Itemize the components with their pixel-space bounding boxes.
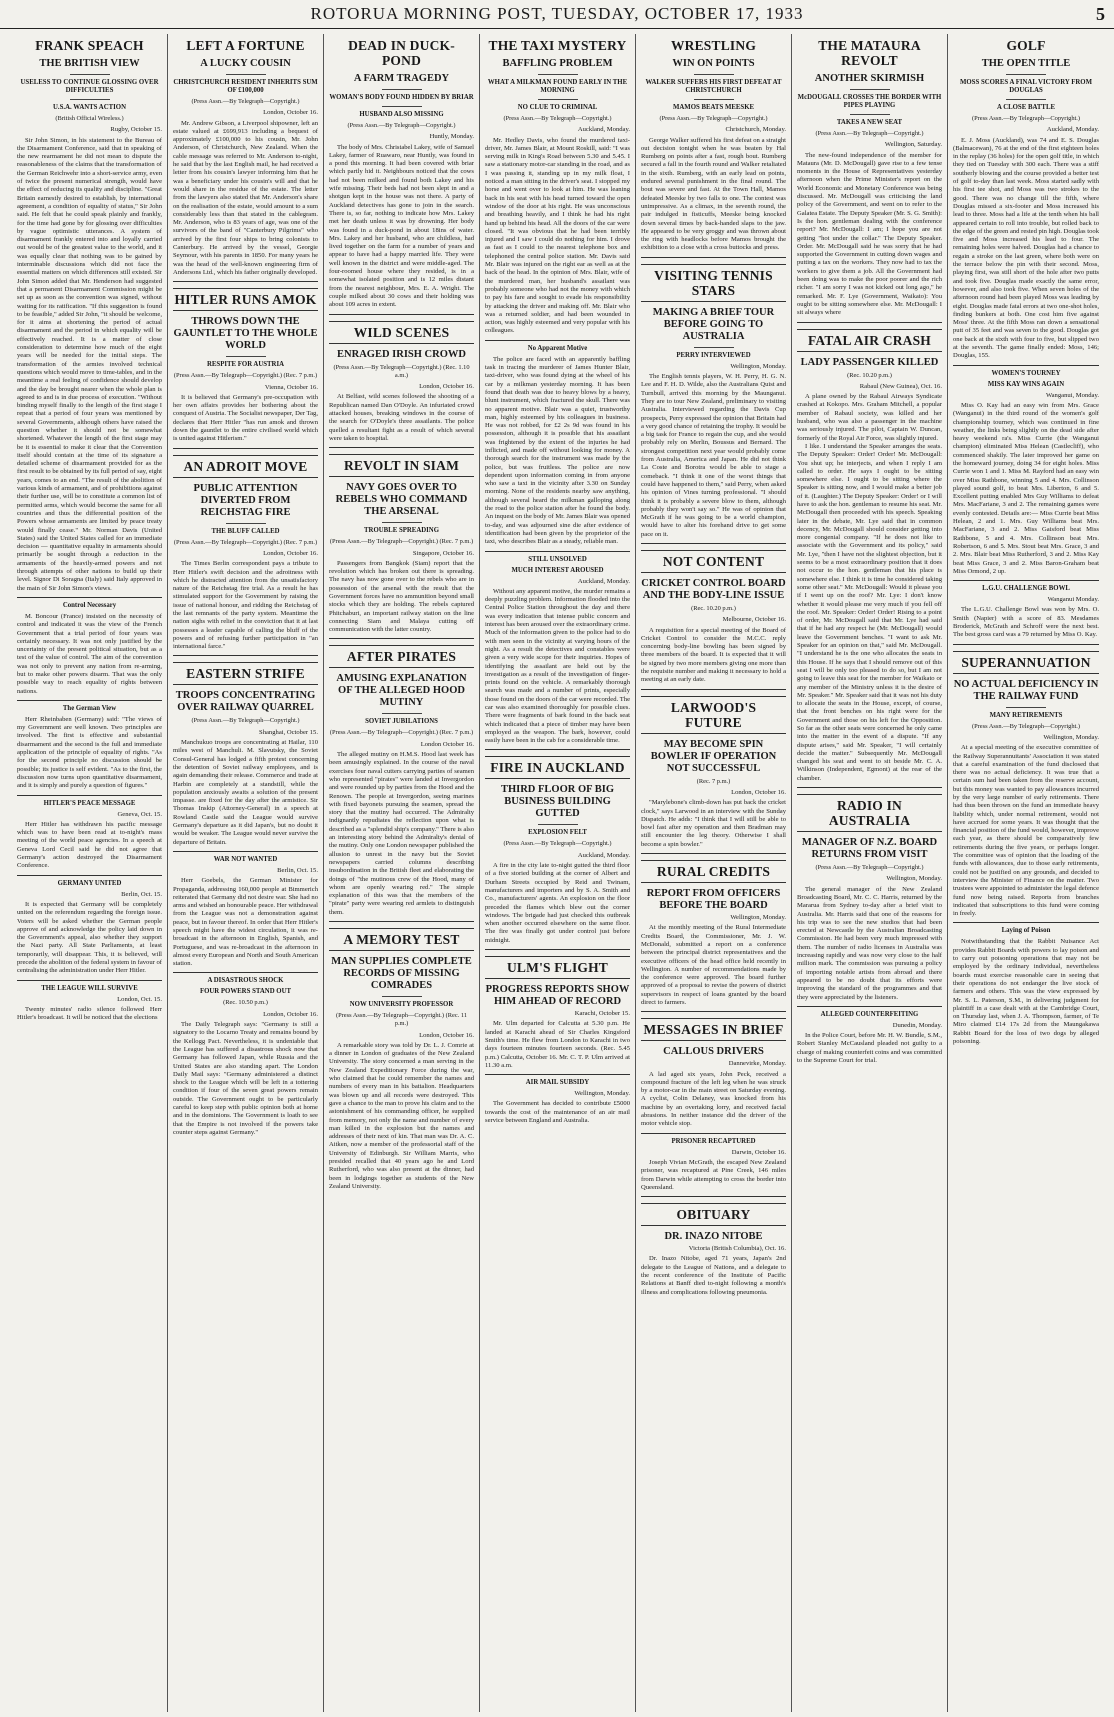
article-subhead: THROWS DOWN THE GAUNTLET TO THE WHOLE WORLD — [173, 316, 318, 352]
article-subhead: THE OPEN TITLE — [981, 58, 1071, 69]
press-credit: (Press Assn.—By Telegraph—Copyright.) — [659, 115, 768, 122]
section-rule — [953, 922, 1099, 923]
article — [797, 443, 942, 783]
section-subhead: WAR NOT WANTED — [213, 855, 278, 863]
article — [953, 644, 1099, 919]
article-body: The body of Mrs. Christabel Lakey, wife of Samuel Lakey, farmer of Ruawaro, near Huntly, was found in a pond this morning. It had been covered with briar which partly hid it. Neighbours noticed that the cows had not been milked and found both Lakey and his wife missing. Their beds had not been slept in and a shotgun kept in the house was not there. A party of Auckland detectives has gone to join in the search. There is, so far, nothing to indicate how Mrs. Lakey met her death unless it was by drowning. Her body was found in a duck-pond in about 18ins of water. Mrs. Lakey and her husband, who are childless, had lived together on the farm for a number of years and appear to have had a happy married life. They were well known in the district and were middle-aged. The four-roomed house where they resided, is in a somewhat isolated position and is 12 miles distant from the nearest neighbour, Mrs. E. A. Wright. The couple milked about 30 cows and their holding was about 109 acres in extent. — [329, 143, 474, 309]
article — [797, 38, 942, 318]
article-subhead: NOW UNIVERSITY PROFESSOR — [349, 1001, 454, 1008]
divider — [1006, 99, 1046, 100]
column-rule — [641, 853, 786, 854]
article-subhead: LADY PASSENGER KILLED — [800, 356, 939, 368]
press-credit: (Press Assn.—By Telegraph—Copyright.) — [191, 717, 300, 725]
column-rule — [641, 257, 786, 258]
press-credit: (Rec. 10.20 p.m.) — [691, 604, 736, 612]
article-headline: THE MATAURA REVOLT — [818, 38, 921, 68]
article-body: Dr. Inazo Nitobe, aged 71 years, Japan's 2nd delegate to the League of Nations, and a delegate to the recent conference of the Institute of Pacific Relations at Banff died to-night following a month's illness and complications following pneumonia. — [641, 1255, 786, 1296]
article-subhead: WHAT A MILKMAN FOUND EARLY IN THE MORNING — [487, 79, 628, 94]
column-rule — [641, 543, 786, 544]
article — [641, 1196, 786, 1297]
press-credit: (Press Assn.—By Telegraph—Copyright.) (Rec. 11 p.m.) — [335, 1012, 468, 1028]
article-headline: FATAL AIR CRASH — [797, 329, 942, 352]
dateline: Vienna, October 16. — [264, 383, 318, 391]
article-headline: EASTERN STRIFE — [173, 662, 318, 685]
section-subhead: L.G.U. CHALLENGE BOWL — [982, 585, 1070, 593]
column-rule — [329, 921, 474, 922]
article — [953, 38, 1099, 361]
divider — [850, 114, 890, 115]
article — [797, 787, 942, 1002]
article-headline: WILD SCENES — [329, 321, 474, 344]
article-subhead: EXPLOSION FELT — [528, 829, 587, 837]
article-body: Notwithstanding that the Rabbit Nuisance Act provides Rabbit Boards with powers to lay poison and to carry out poisoning operations that may not be employed by the ordinary individual, nevertheless boards must exercise reasonable care in seeing that their operations do not endanger the live stock of farmers and others. This was the view expressed by Mr. S. L. Paterson, S.M., in delivering judgment for plaintiff in a case dealt with at the Cambridge Court, on Thursday last, when J. A. Thompson, farmer, of Te Miro claimed £14 17s 2d from the Maungakawa Rabbit Board for the loss of two dogs by alleged poisoning. — [953, 938, 1099, 1046]
article-body: I like. I understand the Speaker arranges the seats. The Deputy Speaker: Order! Order! Mr. McDougall: You shut up; he interjects, and when I reply I am called to order. He says I ought to be sitting somewhere else. I ought to be sitting where the Speaker is sitting now, and I would make a better job of it. (Laughter.) The Deputy Speaker: Order! or I will have to ask the hon. gentleman to resume his seat. Mr. McDougall then proceeded with his speech. Speaking later in the debate, Mr. Lye said that in common decency, Mr. McDougall should consider getting into more congenial company. "If he does not like to associate with the Government and its policy," said Mr. Lye, "then I have not the slightest objection, but it seems to be a most extraordinary position that it does not occur to the hon. gentleman that his place is somewhere else. I think it is time he considered taking some other seat." Mr. McDougall: Would it please you if I went up on the roof? Mr. Lye: I don't know whether it would please me very much if you fell off the roof. Mr. Speaker: Order! Order! Rising to a point of order, Mr. McDougall said that Mr. Lye had said that if he had any respect he (Mr. McDougall) would leave the Government benches. "I want to ask Mr. Speaker for an opinion on that," said Mr. McDougall. "I understand he is the one who allocates the seats in this House. If he says that I should remove out of this seat I will be only too pleased to do so, but I am not going to leave this seat for the member for Waikato or any member of the Ministry unless it is the desire of Mr. Speaker." Mr. Speaker said that it was not his duty to allocate the seats in the House, except, of course, that the front benches on his right were for the Government and those on his left for the Opposition. So far as the other seats were concerned he only came into the matter in the event of a dispute. "If any dispute arises," said Mr. Speaker, "I will certainly decide the matter." Subsequently Mr. McDougall changed his seat and went to sit beside Mr. C. A. Wilkinson (Independent, Egmont) at the rear of the chamber. — [797, 442, 942, 782]
article — [485, 749, 630, 945]
article — [329, 921, 474, 1191]
article-body: At the monthly meeting of the Rural Intermediate Credits Board, the Commissioner, Mr. J. W. McDonald, submitted a report on a conference between the principal district representatives and the executive officers of the head office held recently in Wellington. A number of recommendations made by the conference were approved. The board further approved of a proposal to revise the powers of district supervisors in respect of loans granted by the board direct to farmers. — [641, 924, 786, 1006]
article-subhead: RESPITE FOR AUSTRIA — [206, 361, 285, 369]
dateline: Rabaul (New Guinea), Oct. 16. — [859, 382, 942, 390]
column-7 — [948, 34, 1104, 1712]
column-rule — [641, 689, 786, 690]
divider — [70, 74, 110, 75]
article-subhead: PERRY INTERVIEWED — [676, 351, 751, 359]
article-body: Mr. Ulm departed for Calcutta at 5.30 p.m. He landed at Karachi ahead of Sir Charles Kingsford Smith's time. He flew from London to Karachi in two days fourteen minutes fourteen seconds. (Rec. 5.45 p.m.) Calcutta, October 16. Mr. C. T. P. Ulm arrived at 11.30 a.m. — [485, 1020, 630, 1069]
section-rule — [17, 875, 162, 876]
column-rule — [953, 644, 1099, 645]
section-rule — [485, 551, 630, 552]
dateline: Berlin, Oct. 15. — [277, 866, 318, 874]
dateline: London, October 16. — [263, 109, 318, 117]
article-body: A requisition for a special meeting of the Board of Cricket Control to consider the M.C.C. reply concerning body-line bowling has been signed by three members of the board. It is expected that it will be signed by two more members giving one more than the requisite number and making it necessary to hold a meeting at an early date. — [641, 626, 786, 684]
article — [641, 689, 786, 849]
press-credit: (Press Assn.—By Telegraph—Copyright.) (Rec. 1.10 a.m.) — [333, 363, 470, 379]
article-subhead: MANAGER OF N.Z. BOARD RETURNS FROM VISIT — [801, 837, 938, 861]
dateline: Singapore, October 16. — [412, 549, 474, 557]
dateline: London, October 16. — [263, 1010, 318, 1018]
article — [641, 38, 786, 253]
section-subhead: A DISASTROUS SHOCK — [207, 977, 284, 985]
divider — [382, 522, 422, 523]
article-body: Mr. Hedley Davis, who found the murdered taxi-driver, Mr. James Blair, at Mount Roskill, said: "I was serving milk in King's Road between 5.30 and 5.45. I saw a stationary motor-car standing in the road, and as I was passing it, standing up in my milk float, I noticed a man sitting in the driver's seat. I stopped my horse and went over to look at him. He was leaning back in his seat with his head turned toward the open window of the door at his right. He was unconscious and breathing heavily, and I think he had his right hand up behind his head. All the doors of the car were closed. "It was obvious that he had been terribly injured and I saw I could do nothing for him. I drove as fast as I could to the nearest telephone box and telephoned the central police station. Mr. Davis said Mr. Blair was injured on the right ear as well as at the back of the head. In the opinion of Mrs. Blair, wife of the murdered man, her husband's assailant was probably someone who had not the money with which to pay his fare and sought to evade his responsibility by attacking the driver and making off. Mr. Blair who was a returned soldier, and had been wounded in action, was highly esteemed and very popular with his colleagues. — [485, 136, 630, 335]
press-credit: (Press Assn.—By Telegraph—Copyright.) — [503, 115, 612, 122]
dateline: Wellington, Monday. — [574, 1090, 630, 1098]
press-credit: (Press Assn.—By Telegraph—Copyright.) — [347, 122, 456, 129]
dateline: Wellington, Monday. — [886, 875, 942, 883]
article-subhead: A CLOSE BATTLE — [996, 104, 1056, 111]
press-credit: (Press Assn.—By Telegraph—Copyright.) (Rec. 7 p.m.) — [329, 729, 474, 737]
column-1 — [12, 34, 168, 1712]
divider — [382, 996, 422, 997]
article-subhead: WALKER SUFFERS HIS FIRST DEFEAT AT CHRISTCHURCH — [645, 79, 782, 94]
article-body: Herr Hitler has withdrawn his pacific message which was to have been read at to-night's mass meeting of the world peace agencies. In a speech at Geneva Lord Cecil said he did not agree that Germany's action destroyed the Disarmament Conference. — [17, 820, 162, 870]
article-body: It is believed that Germany's pre-occupation with her own affairs provides her bothering about the conquest of Austria. The Socialist newspaper, Der Tag, declares that Herr Hitler "has run amok and thrown down the gauntlet to the entire civilised world which is united against Hitlerism." — [173, 393, 318, 443]
article-body: Joseph Vivian McGrath, the escaped New Zealand prisoner, was recaptured at Pine Creek, 146 miles from Darwin while attempting to cross the border into Queensland. — [641, 1158, 786, 1191]
dateline: Huntly, Monday. — [429, 133, 474, 141]
column-4 — [480, 34, 636, 1712]
article — [17, 980, 162, 1023]
press-credit: (Press Assn.—By Telegraph—Copyright.) (Rec. 7 p.m.) — [173, 372, 318, 380]
article-subhead: MAKING A BRIEF TOUR BEFORE GOING TO AUSTRALIA — [652, 306, 775, 342]
article-headline: AN ADROIT MOVE — [173, 455, 318, 478]
article-body: The alleged mutiny on H.M.S. Hood last week has been amusingly explained. In the course of the naval exercises four naval cutters carrying parties of seamen who represented "pirates" were landed at Invergordon and were rounded up by parties from the Hood and the Renown. The people at Invergordon, seeing marines with fixed bayonets pursuing the seamen, spread the story that the mutiny had occurred. The Admiralty indignantly repudiates the reflection upon what is described as a "splendid ship's company." There is also an interesting story behind the Admiralty's denial of the mutiny. Only one London newspaper published the allusion to unrest in the navy but the Soviet newspapers carried columns describing insubordination in the British fleet and elaborating the doings of "the mutinous crew of the Hood, many of whom are openly wearing red." The simple explanation of this was that the members of the "pirate" party were wearing red armlets to distinguish them. — [329, 751, 475, 916]
article-subhead: THIRD FLOOR OF BIG BUSINESS BUILDING GUTTED — [500, 784, 615, 820]
article-subhead: ANOTHER SKIRMISH — [814, 73, 925, 84]
dateline: London, October 16. — [419, 1031, 474, 1039]
article-headline: LEFT A FORTUNE — [186, 38, 305, 53]
article-subhead: SOVIET JUBILATIONS — [365, 718, 438, 726]
article — [329, 447, 474, 634]
article-headline: OBITUARY — [641, 1203, 786, 1226]
dateline: Wellington, Saturday. — [884, 141, 942, 149]
section-subhead-secondary: MUCH INTEREST AROUSED — [511, 566, 604, 574]
article-subhead: USELESS TO CONTINUE GLOSSING OVER DIFFICULTIES — [20, 79, 159, 94]
divider — [226, 74, 266, 75]
article-headline: LARWOOD'S FUTURE — [641, 696, 786, 734]
divider — [382, 713, 422, 714]
divider — [694, 99, 734, 100]
article-body: E. J. Moss (Auckland), was 74 and E. S. Douglas (Balmacewan), 76 at the end of the first eighteen holes in the replay (36 holes) for the open golf title, in which they tied on Tuesday with 300 each. There was a stiff southerly blowing and the course provided a better test of golf to-day than last week. Moss started sadly with his first tee shot, and Moss was two strokes to the good. There was no change till the fifth, where Douglas missed a six-footer and Moss increased his lead to three. Moss had a life at the tenth when his ball appeared certain to roll into trouble, but rolled back to the edge of the green and rested pin high. Douglas took five and Moss increased his lead to four. The remaining holes were halved. Douglas had a chance to regain a stroke on the last green, where both were on the terrace below the pin with their second. Moss, playing first, was still short of the hole after two putts and took five. Douglas made exactly the same error, however, and also took five. When seven holes of the afternoon round had been played Moss was leading by eight. Douglas made fatal errors at two one-shot holes, finding bunkers at both. One cost him five against Moss' three. At the fifth Moss ran down a sensational putt of 35 feet and was seven to the good. Douglas got one back at the sixth with four to five, but slipped two at the seventh. The game finally ended: Moss, 146; Douglas, 155. — [953, 136, 1099, 360]
column-rule — [173, 281, 318, 282]
article-subhead: WOMAN'S BODY FOUND HIDDEN BY BRIAR — [329, 94, 474, 101]
section-subhead: No Apparent Motive — [527, 344, 588, 352]
column-5 — [636, 34, 792, 1712]
column-rule — [173, 448, 318, 449]
article-headline: MESSAGES IN BRIEF — [641, 1018, 786, 1041]
article-subhead: CRICKET CONTROL BOARD AND THE BODY-LINE ISSUE — [641, 577, 786, 601]
divider — [226, 523, 266, 524]
section-rule — [173, 851, 318, 852]
article-body: Herr Rheinbaben (Germany) said: "The views of my Government are well known. Two principles are involved. The first is effective and substantial disarmament and the second is the full and immediate application of the principle of equality of rights. "As for the second principle no discussion should be possible; its justice is self evident. "As to the first, the discussion now turns upon quantitative disarmament, and it is simply and purely a question of figures." — [17, 715, 162, 790]
article-body: Miss O. Kay had an easy win from Mrs. Grace (Wanganui) in the third round of the women's golf championship tourney, which was continued in fine weather, the links being slightly on the dead side after heavy weekend ra's. Miss Currie (the Wanganui champion) eliminated Miss Helean (Castlecliff), who commenced shakily. The later improved her game on the homeward journey, doing 34 for eight holes. Miss Currie won 1 and 1. Miss M. Rayford had an easy win over Miss Rathbone, winning 5 and 4. Mrs. Collinson played sound golf, to beat Mrs. Liberton, 6 and 5. Excellent putting enabled Mrs Guy Williams to defeat Mrs. MacFariane, 3 and 2. The remaining games were evenly contested. Details are:— Miss Currie beat Miss Helean, 2 and 1. Mrs. Guy Williams beat Mrs. MacFariane, 3 and 2. Miss Gaisford beat Miss Rathbone, 5 and 4. Mrs. Collinson beat Mrs. Robertson, 6 and 5. Mrs. Stout beat Mrs. Grace, 3 and 2. Mrs. Blair beat Miss Rutherford, 3 and 2. Miss Kay beat Miss Grace, 3 and 2. Miss Baron-Graham beat Miss Ormond, 2 up. — [953, 401, 1099, 575]
article-headline: REVOLT IN SIAM — [329, 454, 474, 477]
section-rule — [173, 972, 318, 973]
divider — [1006, 74, 1046, 75]
section-rule — [485, 1074, 630, 1075]
dateline: Auckland, Monday. — [577, 126, 630, 134]
section-rule — [641, 1133, 786, 1134]
article-subhead: TROUBLE SPREADING — [364, 527, 439, 535]
column-rule — [329, 447, 474, 448]
column-2 — [168, 34, 324, 1712]
article-subhead: MANY RETIREMENTS — [989, 711, 1063, 719]
column-rule — [797, 322, 942, 323]
article-headline: ULM'S FLIGHT — [485, 956, 630, 979]
section-rule — [17, 597, 162, 598]
article-body: Manchukuo troops are concentrating at Hailar, 110 miles west of Manchuli. M. Slavutsky, the Soviet Consul-General has lodged a fifth protest concerning the detention of Soviet railway employees, and is again demanding their release. Commerce and trade at Harbin are completely at a standstill, while the population anxiously awaits a solution of the present impasse. are fixed for the day after the armistice. Sir Thomas Inskip (Attorney-General) in a speech at Rowland Castle said the League would survive Germany's departure as it did Japan's, but no doubt it would be weaker. The League would never survive the departure of Britain. — [173, 739, 318, 846]
press-credit: (Press Assn.—By Telegraph—Copyright.) — [815, 130, 924, 137]
column-rule — [641, 1011, 786, 1012]
section-subhead: THE LEAGUE WILL SURVIVE — [41, 984, 138, 992]
press-credit: (Rec. 10.50 p.m.) — [223, 999, 268, 1007]
article-subhead: THE BLUFF CALLED — [211, 527, 280, 535]
article-body: Twenty minutes' radio silence followed Herr Hitler's broadcast. It will be noticed that the elections — [17, 1005, 162, 1022]
divider — [382, 106, 422, 107]
press-credit: (Press Assn.—By Telegraph—Copyright.) — [815, 864, 924, 872]
press-credit: (Press Assn.—By Telegraph—Copyright.) — [191, 98, 300, 105]
article-body: The Times Berlin correspondent pays a tribute to Herr Hitler's swift decision and the adroitness with which he distracted attention from the unsatisfactory nature of the Reichstag fire trial. As a result he has stimulated support for the Government by raising the issue of national honour, and ridding the Reichstag of the last remnants of the party system. Meantime the nation sighs with relief in the conviction that it at last possesses a leader capable of calling the bluff of the powers and of refusing further participation in "an international farce." — [173, 560, 318, 651]
section-subhead-secondary: MISS KAY WINS AGAIN — [987, 380, 1065, 388]
newspaper-columns — [12, 34, 1108, 1712]
dateline: Christchurch, Monday. — [725, 126, 786, 134]
dateline: Auckland, Monday. — [577, 577, 630, 585]
dateline: Berlin, Oct. 15. — [121, 890, 162, 898]
article-body: M. Boncour (France) insisted on the necessity of control and indicated it was the view of the French Government that a trial period of four years was certainly necessary. It was not only justified by the uncertainty of the present political situation, but as a test of the value of control. The aim of the convention was not only to prevent any nation from re-arming, but to make other powers disarm. That was the only possible way to reach equality of rights between nations. — [17, 612, 162, 695]
article-body: It is expected that Germany will be completely united on the referendum regarding the foreign issue. Voters will be asked whether the German people approve of and acknowledge the policy laid down in the Government's appeal, also whether they support the Nazi party. All State Parliaments, at least temporarily, will disappear. This, it is believed, will precede the abolition of the federal system in favour of centralising the administration under Herr Hitler. — [17, 900, 162, 975]
article — [797, 1006, 942, 1065]
article-headline: VISITING TENNIS STARS — [641, 264, 786, 302]
divider — [694, 74, 734, 75]
section-subhead: ALLEGED COUNTERFEITING — [820, 1010, 919, 1018]
article-subhead: MAMOS BEATS MEESKE — [672, 104, 755, 111]
press-credit: (British Official Wireless.) — [55, 115, 124, 122]
article-subhead: NAVY GOES OVER TO REBELS WHO COMMAND THE ARSENAL — [335, 482, 468, 518]
section-subhead: WOMEN'S TOURNEY — [991, 369, 1061, 377]
article-headline: FIRE IN AUCKLAND — [485, 756, 630, 779]
article — [953, 580, 1099, 639]
article-subhead: ENRAGED IRISH CROWD — [337, 348, 466, 360]
article-headline: THE TAXI MYSTERY — [488, 38, 627, 53]
article-body: Sir John Simon, in his statement to the Bureau of the Disarmament Conference, said that in speaking of the new rearmament he did not mean to dispute the reasonableness of the claims that the transformation of the German Reichwehr into a short-service army, even of twice the present numerical strength, would have the effect of reducing its quality and discipline. "Great Britain earnestly desired to establish, by international agreement, a condition of equality of status," Sir John said. He felt that he could speak plainly and frankly, for the time had gone by for glossing over difficulties by vague optimistic utterances. A system of disarmament frankly entered into and loyally carried out would be of the greatest value to the world, and it was equally clear that nothing was to be gained by interminable discussions which did not face the essential matters on which differences still existed. Sir John Simon added that Mr. Henderson had suggested that a permanent Disarmament Commission might be set up as soon as the convention was signed, without waiting for its ratification. "If this suggestion is found to be feasible," added Sir John, "it should be welcome, for it aims at shortening the period of actual disarmament and the period in which equality will be effectively reached. It is a matter of close consideration to determine how much of the eight years will be needed for the initial steps. The transformation of the armies involved technical questions which would move to time-tables, and in the meantime a real feeling of confidence should develop and the day be brought nearer when the whole plan is agreed to and is in due process of execution. "Without binding myself finally to the length of the first stage I repeat that a period of four years was mentioned by several Governments, although others have raised the question whether it should not be somewhat shortened. Whatever the length of the first stage may be it is essential to make it clear that the Convention itself should contain at the time of its signature a detailed scheme of disarmament provided for as the first result to be obtained by its full period of say, eight years, comes to an end. "The result of the abolition of various kinds of armament, and of prohibitions against their further use, will be to constitute a common list of permitted arms, which would become the same for all countries and thus the differential position of the Powers whose armaments are limited by peace treaty would finally cease." Mr. Norman Davis (United States) said the United States called for an immediate decision — quantitative equality in armaments should primarily be sought through a reduction in the armaments of the heavily-armed powers and not through attempts of other nations to build up their level. Signor Di Soragna (Italy) said Italy approved in the main of Sir John Simon's views. — [17, 136, 162, 592]
article — [329, 314, 474, 444]
dateline: Auckland, Monday. — [577, 851, 630, 859]
page-number: 5 — [1096, 4, 1106, 24]
article-subhead: REPORT FROM OFFICERS BEFORE THE BOARD — [646, 888, 781, 912]
press-credit: (Press Assn.—By Telegraph—Copyright.) — [503, 840, 612, 848]
article-body: Without any apparent motive, the murder remains a deeply puzzling problem. Information flooded into the Central Police Station throughout the day and there was every indication that intense public concern and interest has been aroused over the extraordinary crime. Much of the information given to the police had to do with men seen in the vicinity at varying hours of the night. As a result the detectives and constables were given a very wide scope for their inquiries. Hopes of identifying the assailant are held out by the investigation as a result of the investigation of finger-prints found on the vehicle. A remarkably thorough search was made and a number of prints, especially those found on the doors of the car were recorded. The car was also examined thoroughly for possible clues. There were fragments of bark found in the back seat which indicated that a piece of timber may have been employed as the weapon. The bark, however, could easily have been in the cab for a considerable time. — [485, 587, 630, 745]
dateline: Auckland, Monday. — [1046, 126, 1099, 134]
article — [173, 972, 318, 1137]
dateline: Darwin, October 16. — [731, 1148, 786, 1156]
dateline: Wellington, Monday. — [730, 914, 786, 922]
section-rule — [17, 980, 162, 981]
column-rule — [329, 638, 474, 639]
press-credit: (Press Assn.—By Telegraph—Copyright.) — [971, 722, 1081, 730]
article-subhead: MAN SUPPLIES COMPLETE RECORDS OF MISSING COMRADES — [331, 956, 472, 991]
article-subhead: AMUSING EXPLANATION OF THE ALLEGED HOOD MUTINY — [336, 673, 467, 709]
article-headline: AFTER PIRATES — [329, 645, 474, 668]
article — [173, 281, 318, 443]
section-subhead: STILL UNSOLVED — [528, 555, 587, 563]
article-headline: NOT CONTENT — [641, 550, 786, 573]
dateline: London, October 16. — [263, 549, 318, 557]
masthead — [0, 0, 1114, 29]
dateline: Dunedin, Monday. — [892, 1021, 942, 1029]
article — [641, 543, 786, 685]
dateline: Karachi, October 15. — [574, 1010, 630, 1018]
column-rule — [329, 314, 474, 315]
divider — [70, 99, 110, 100]
article — [329, 638, 474, 917]
article — [17, 875, 162, 976]
article-subhead: WIN ON POINTS — [672, 58, 755, 69]
dateline: London October 16. — [420, 740, 474, 748]
article-body: The new-found independence of the member for Mataura (Mr. D. McDougall) gave rise to a few tense moments in the House of Representatives yesterday afternoon when the Prime Minister's report on the World Economic and Monetary Conference was being discussed. Mr. McDougall was criticising the land policy of the Government, and went on to refer to the Galatea Estate. The Deputy Speaker (Mr. S. G. Smith): Is the hon. gentleman dealing with the conference report? Mr. McDougall: I am; I hope you are not getting "hot under the collar." The Deputy Speaker. Order. Mr. McDougall said he was sorry that he had supported the Government in cutting down wages and putting a tax on the workers. They now had to tax the workers to give them a job. All the Government had been doing was to make the poor poorer and the rich richer. "I am sorry I was not kicked out long ago," he remarked. Mr. F. Lye (Government, Waikato): You ought to be sitting somewhere else. Mr. McDougall: I sit always where — [797, 151, 942, 317]
section-subhead: Laying of Poison — [1001, 927, 1051, 935]
article-headline: HITLER RUNS AMOK — [173, 288, 318, 311]
section-subhead: HITLER'S PEACE MESSAGE — [43, 799, 136, 807]
dateline: Wanganui Monday. — [1047, 596, 1099, 604]
section-subhead: PRISONER RECAPTURED — [671, 1137, 756, 1145]
column-rule — [485, 749, 630, 750]
section-rule — [17, 700, 162, 701]
article-subhead: A LUCKY COUSIN — [200, 58, 291, 69]
article — [173, 38, 318, 277]
dateline: Rugby, October 15. — [110, 126, 162, 134]
dateline: Shanghai, October 15. — [259, 728, 318, 736]
article-body: The Government has decided to contribute £5000 towards the cost of the maintenance of an air mail service between England and Australia. — [485, 1100, 630, 1125]
article-subhead: TROOPS CONCENTRATING OVER RAILWAY QUARREL — [175, 690, 316, 714]
article-headline: SUPERANNUATION — [953, 651, 1099, 674]
article-subhead: PUBLIC ATTENTION DIVERTED FROM REICHSTAG FIRE — [193, 482, 298, 518]
article-body: Passengers from Bangkok (Siam) report that the revolution which has broken out there is spreading. The navy has now gone over to the rebels who are in possession of the arsenal with the result that the Government forces have no ammunition beyond small stocks which they are holding. The rebels captured Phitchaburi, an important railway station on the line connecting Siam and Malaya cutting off communication with the latter country. — [329, 559, 474, 634]
article — [173, 448, 318, 652]
article-body: Mr. Andrew Gibson, a Liverpool shipowner, left an estate valued at £699,913 including a bequest of approximately £100,000 to his cousin, Mr. John Anderson, of Christchurch, New Zealand. When the cable message was referred to Mr. Anderson to-night, he said that by the last English mail, he had received a letter from his cousin's lawyer informing him that he was a beneficiary under his cousin's will and that he would share in the residue of the estate. The letter from the lawyers also stated that Mr. Anderson's share on the realisation of the estate, would amount to a sum considerably less than that stated in the cablegram. Mr. Anderson, who is 83 years of age, was one of the survivors of the band of "Canterbury Pilgrims" who arrived by the first four ships to bring colonists to Canterbury. He arrived by the vessel, Georgie Seymour, with his parents in 1850. For many years he was the head of the well-known engineering firm of Andersons Ltd., which his father originally developed. — [173, 119, 318, 276]
divider — [538, 74, 578, 75]
article-body: Herr Goebels, the German Minister for Propaganda, addressing 160,000 people at Bimmerich reiterated that Germany did not desire war. She had no arms and wished an honourable peace. Her withdrawal from the League was not a demonstration against peace, but in favour thereof. In order that Herr Hitler's speech might have the widest circulation, it was re-broadcast in the afternoon in English, Spanish, and Portuguese, and was re-broadcast in the afternoon in almost every European and North and South American station. — [173, 877, 318, 968]
divider — [538, 824, 578, 825]
article-subhead: U.S.A. WANTS ACTION — [53, 104, 126, 111]
column-rule — [173, 655, 318, 656]
article-body: At a special meeting of the executive committee of the Railway Superannuitants' Association it was stated that a careful examination of the fund disclosed that there was no actual deficiency. It was true that a certain sum had been taken from the reserve account, but this money was wanted to pay allowances incurred by the very large number of early retirements. There had thus been thrown on the fund an immediate heavy liability which, under normal retirement, would not have accrued for some years. It was thought that the financial position of the fund would, however, improve each year, as there should be comparatively few retirements during the five years, or perhaps longer. The committee was of opinion that the loading of the funds with allowances, due to those early retirements, could not be justified on any grounds, and decided to interview the Minister of Finance on the matter. Two trustees were appointed to administer the legal defence fund now being raised. Reports from branches indicated that subscriptions to this fund were coming in freely. — [953, 744, 1099, 918]
article-headline: GOLF — [1006, 38, 1046, 53]
dateline: Wellington, Monday. — [1043, 733, 1099, 741]
article-subhead: NO CLUE TO CRIMINAL — [517, 104, 598, 111]
divider — [538, 99, 578, 100]
press-credit: (Press Assn.—By Telegraph—Copyright.) (Rec. 7 p.m.) — [173, 538, 318, 546]
article — [329, 38, 474, 310]
section-subhead: The German View — [62, 704, 117, 712]
section-rule — [953, 365, 1099, 366]
article — [641, 257, 786, 539]
column-rule — [485, 949, 630, 950]
masthead-title: ROTORUA MORNING POST, TUESDAY, OCTOBER 17, 1933 — [310, 4, 804, 23]
dateline: Melbourne, October 16. — [722, 616, 786, 624]
article — [17, 597, 162, 696]
divider — [226, 356, 266, 357]
article — [797, 322, 942, 443]
article-body: The L.G.U. Challenge Bowl was won by Mrs. O. Smith (Napier) with a score of 83. Mesdames Broderick, McGrath and Schroff were the next best. The best gross card was a 79 returned by Miss O. Kay. — [953, 606, 1099, 639]
article-body: The English tennis players, W. H. Perry, H. G. N. Lee and F. H. D. Wilde, also the Australians Quist and Turnbull, arrived this morning by the Maunganui. They are to tour New Zealand, preliminary to visiting Australia. Interviewed regarding the Davis Cup prospects, Perry expressed the opinion that Britain had a very good chance of retaining the trophy. It would be a big task for France to regain the cup, and she would probably rely on Merlin, Boussus and Bernard. The strongest competition next year would probably come from Australia, America and Japan. He did not think La Coste and Borotra would be able to stage a comeback. "I think it one of the worst things that could have happened to them," said Perry, when asked his opinion of Vines turning professional. "I should think it is probably a severe blow to them, although probably they won't say so." He was of opinion that McGrath if he was going to be a world champion, would have to alter his forehand drive to get some pace on it. — [641, 373, 786, 538]
press-credit: (Rec. 7 p.m.) — [696, 777, 731, 785]
article-subhead: CALLOUS DRIVERS — [663, 1046, 764, 1058]
article-headline: A MEMORY TEST — [329, 928, 474, 951]
article-body: At Belfast, wild scenes followed the shooting of a Republican named Dan O'Doyle. An infuriated crowd attacked houses, breaking windows in the course of the search for O'Doyle's three assailants. The police quelled a resultant fight as a result of which several were taken to hospital. — [329, 393, 474, 442]
article — [953, 922, 1099, 1046]
press-credit: (Press Assn.—By Telegraph—Copyright.) — [971, 115, 1081, 122]
dateline: London, October 16. — [419, 383, 474, 391]
article-subhead: A FARM TRAGEDY — [353, 73, 450, 84]
article-subhead: MOSS SCORES A FINAL VICTORY FROM DOUGLAS — [959, 79, 1092, 94]
divider — [382, 89, 422, 90]
article-subhead: McDOUGALL CROSSES THE BORDER WITH PIPES PLAYING — [797, 94, 942, 109]
dateline: Dannevirke, Monday. — [728, 1060, 786, 1068]
article-subhead: TAKES A NEW SEAT — [836, 119, 903, 126]
article-body: George Walker suffered his first defeat on a straight out decision tonight when he was beaten by Hal Rumberg on points after a fast, rough bout. Rumberg secured a fall in the fourth round and Walker retaliated in the sixth. Rumberg, with an early lead on points, endured several punishment in the final round. The bout was severe and fast. At the Town Hall, Mamos defeated Meeske by two falls to one. The contest was unimpressive. As a climax, in the seventh round, the pair indulged in fisticuffs, Meeske being knocked down several times by back-handed slaps to the jaw. He appeared to be very groggy and was thrown about the ring with headlocks before Mamos brought the exhibition to a close with a cross buttocks and press. — [641, 136, 786, 252]
section-rule — [485, 340, 630, 341]
article — [641, 853, 786, 1007]
article-subhead: BAFFLING PROBLEM — [502, 58, 613, 69]
article — [173, 851, 318, 969]
article-subhead: HUSBAND ALSO MISSING — [359, 111, 444, 118]
dateline: Geneva, Oct. 15. — [117, 810, 162, 818]
article — [485, 551, 630, 746]
article — [485, 340, 630, 547]
column-rule — [641, 1196, 786, 1197]
article-subhead: DR. INAZO NITOBE — [664, 1231, 763, 1243]
article — [17, 795, 162, 871]
article-body: A lad aged six years, John Peck, received a compound fracture of the left leg when he was struck by a motor-car in the main street on Saturday evening. A cyclist, Colin Delaney, was knocked from his machine by an overtaking lorry, and received facial abrasions. In neither instance did the driver of the motor vehicle stop. — [641, 1070, 786, 1128]
section-subhead: AIR MAIL SUBSIDY — [525, 1079, 590, 1087]
article — [17, 38, 162, 593]
dateline: London, October 16. — [731, 788, 786, 796]
dateline: Victoria (British Columbia), Oct. 16. — [688, 1245, 786, 1253]
article-subhead: CHRISTCHURCH RESIDENT INHERITS SUM OF £100,000 — [173, 79, 318, 94]
article-body: The Daily Telegraph says: "Germany is still a signatory to the Locarno Treaty and remains bound by the Kellogg Pact. Nevertheless, it is undeniable that the League has suffered a disastrous shock now that Germany has followed Japan, while Russia and the United States are also standing apart. The London Daily Mail says: "Germany administered a distinct shock to the League which will be left in a tottering condition if four of the seven great powers remain outside. The Government ought to be particularly careful to keep step with public opinion both at home and in the dominions. The Government is loath to see that the Empire is not involved if the powers take counter steps against Germany." — [173, 1021, 318, 1136]
article — [953, 365, 1099, 577]
column-3 — [324, 34, 480, 1712]
article — [641, 1133, 786, 1192]
divider — [1006, 707, 1046, 708]
section-rule — [17, 795, 162, 796]
article — [485, 949, 630, 1070]
section-subhead-secondary: FOUR POWERS STAND OUT — [199, 988, 292, 996]
column-6 — [792, 34, 948, 1712]
article-body: The general manager of the New Zealand Broadcasting Board, Mr. C. C. Harris, returned by the Mararua from Sydney to-day after a brief visit to Australia. Mr. Harris said that one of the reasons for his trip was to see the new studios that had been erected at Newcastle by the Australian Broadcasting Commission. He had been very much impressed with them. The number of radio licenses in Australia was increasing rapidly and was now very close to the half million mark. The commission was pursuing a policy of importing notable artists from abroad and there appeared to be no doubt that its efforts were improving the standard of the programmes and that they were appreciated by the listeners. — [797, 885, 942, 1001]
section-subhead: GERMANY UNITED — [57, 879, 122, 887]
section-subhead: Control Necessary — [62, 601, 117, 609]
article — [173, 655, 318, 846]
article-body: A plane owned by the Rabaul Airways Syndicate crashed at Kokopo. Mrs. Graham Mitchell, a popular member of Rabaul society, was killed and her husband, who was also a passenger in the machine was seriously injured. The pilot, Captain W. Duncan, formerly of the Royal Air Force, was slightly injured. — [797, 393, 942, 442]
article-headline: RADIO IN AUSTRALIA — [797, 794, 942, 832]
press-credit: (Rec. 10.20 p.m.) — [847, 371, 892, 379]
article-body: In the Police Court, before Mr. H. W. Bundle, S.M., Robert Stanley McCausland pleaded not guilty to a charge of making counterfeit coins and was committed to the Supreme Court for trial. — [797, 1032, 942, 1065]
article-subhead: MAY BECOME SPIN BOWLER IF OPERATION NOT SUCCESSFUL — [650, 738, 777, 774]
dateline: London, Oct. 15. — [117, 995, 162, 1003]
article-headline: DEAD IN DUCK-POND — [348, 38, 455, 68]
article-body: A fire in the city late to-night gutted the third floor of a five storied building at the corner of Albert and Durham Streets occupied by Reid and Twinam, manufacturers and importers and by S. A. Smith and Co., manufacturers' agents. An explosion on the floor preceded the flames which blew out the corner windows. The brigade had just checked this outbreak when another occurred elsewhere on the same floor. The fire was finally got under control just before midnight. — [485, 862, 630, 944]
divider — [694, 347, 734, 348]
press-credit: (Press Assn.—By Telegraph—Copyright.) (Rec. 7 p.m.) — [329, 538, 474, 546]
article-subhead: NO ACTUAL DEFICIENCY IN THE RAILWAY FUND — [953, 678, 1099, 702]
article — [485, 38, 630, 336]
section-rule — [797, 1006, 942, 1007]
column-rule — [797, 787, 942, 788]
article-body: "Marylebone's climb-down has put back the cricket clock," says Larwood in an interview with the Sunday Dispatch. He adds: "I think that I will still be able to bowl fast after my operation and then Bradman may still encounter the leg theory. Otherwise I shall become a spin bowler." — [641, 799, 786, 848]
article-headline: WRESTLING — [670, 38, 757, 53]
article — [641, 1011, 786, 1128]
article-subhead: PROGRESS REPORTS SHOW HIM AHEAD OF RECORD — [485, 984, 630, 1008]
dateline: Wanganui, Monday. — [1045, 391, 1099, 399]
article — [17, 700, 162, 791]
article-headline: RURAL CREDITS — [641, 860, 786, 883]
article — [485, 1074, 630, 1125]
article-body: The police are faced with an apparently baffling task in tracing the murderer of James Hunter Blair, taxi-driver, who was found dying at the wheel of his car by a milkman yesterday morning. It has been found that death was due to heavy blows by a heavy, blunt instrument, which fractured the skull. There was no apparent motive. Blair was a quiet, trustworthy man, highly esteemed by his colleagues in business. He was not robbed, for £2 2s 9d was found in his possession, although it is possible that his assailant was frightened by the extent of the injuries he had inflicted, and made off without looking for money. A thorough search for the instrument was made by the police, but was fruitless. The police are now dependent upon information coming in from anyone who saw a taxi in the vicinity after 3.30 on Sunday morning. None of the residents nearby saw anything, although several heard the milkman galloping along the road to the police station after he found the body. An inquest on the body of Mr. James Blair was opened to-day, and was adjourned sine die after evidence of identification had been given by the proprietor of the taxi, who describes Blair as a steady, reliable man. — [485, 355, 630, 546]
article-headline: FRANK SPEACH — [35, 38, 144, 53]
divider — [850, 89, 890, 90]
article-subhead: THE BRITISH VIEW — [39, 58, 140, 69]
article-body: A remarkable story was told by Dr. L. J. Comrie at a dinner in London of graduates of the New Zealand University. The story concerned a man serving in the New Zealand Expeditionary Force during the war, who claimed that he could remember the names and numbers of every man in his battalion. Headquarters was blown up and all records were destroyed. This gave a chance to the man to prove his claim and to the astonishment of his commanding officer, he supplied from memory, not only the name and number of every man killed in the explosion but the names and addresses of their next of kin. That man was Dr. A. C. Aitken, now a member of the professorial staff of the University of Edinburgh. Sir William Marris, who presided recalled that 40 years ago he and Lord Rutherford, who was also present at the dinner, had been in lodgings together as students of the New Zealand University. — [329, 1041, 474, 1190]
dateline: Wellington, Monday. — [730, 362, 786, 370]
section-rule — [953, 580, 1099, 581]
